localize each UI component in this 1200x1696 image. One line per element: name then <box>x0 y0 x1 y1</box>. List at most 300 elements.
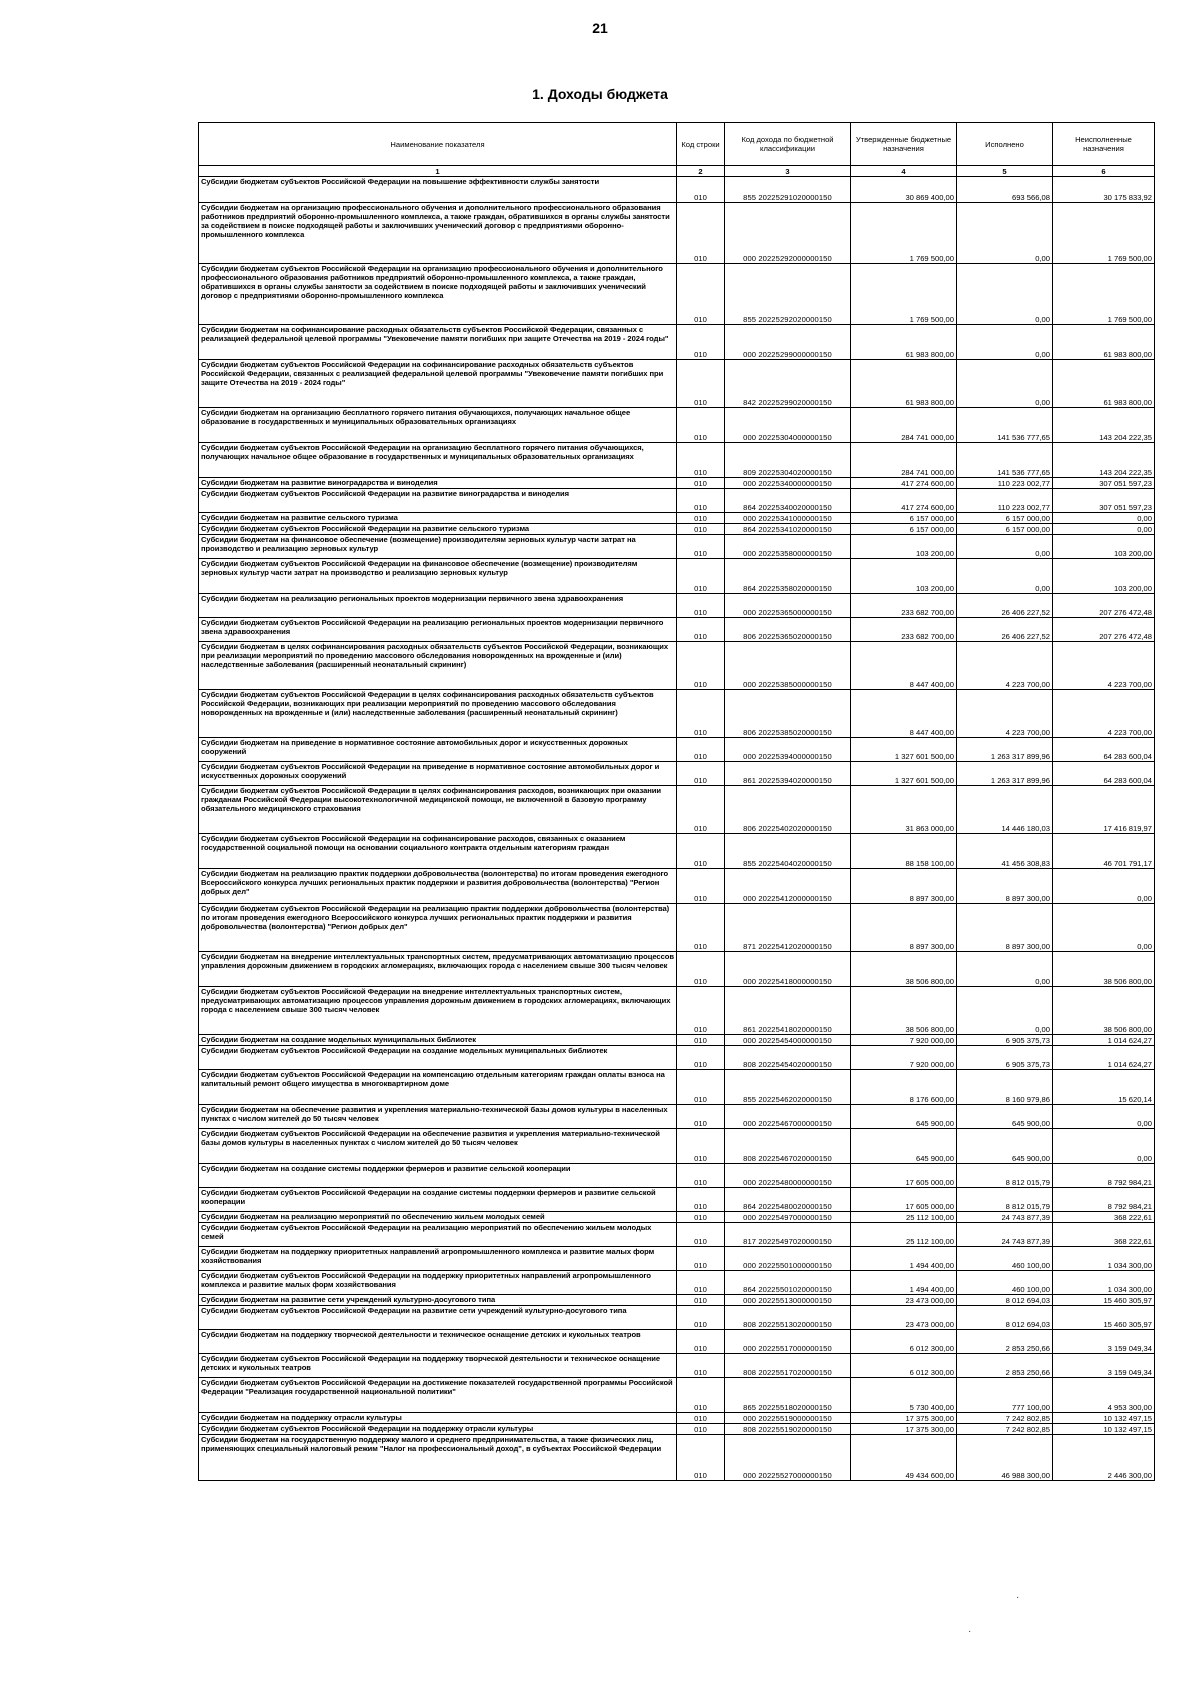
table-row <box>199 408 1155 443</box>
unexecuted-amount: 1 014 624,27 <box>1053 1046 1155 1070</box>
income-classification-code: 871 20225412020000150 <box>725 904 851 952</box>
income-classification-code: 000 20225480000000150 <box>725 1164 851 1188</box>
table-row <box>199 325 1155 360</box>
indicator-name: Субсидии бюджетам субъектов Российской Федерации на компенсацию отдельным категориям граждан оплаты взноса на капитальный ремонт общего имущества в многоквартирном доме <box>199 1070 677 1105</box>
income-classification-code: 000 20225501000000150 <box>725 1247 851 1271</box>
indicator-name: Субсидии бюджетам субъектов Российской Федерации на развитие сети учреждений культурно-досугового типа <box>199 1306 677 1330</box>
unexecuted-amount: 103 200,00 <box>1053 559 1155 594</box>
approved-amount: 49 434 600,00 <box>851 1435 957 1481</box>
executed-amount: 777 100,00 <box>957 1378 1053 1413</box>
unexecuted-amount: 0,00 <box>1053 904 1155 952</box>
unexecuted-amount: 207 276 472,48 <box>1053 594 1155 618</box>
table-row <box>199 1378 1155 1413</box>
income-classification-code: 000 20225412000000150 <box>725 869 851 904</box>
indicator-name: Субсидии бюджетам субъектов Российской Федерации на достижение показателей государственной программы Российской Федерации "Реализация государственной национальной политики" <box>199 1378 677 1413</box>
unexecuted-amount: 0,00 <box>1053 513 1155 524</box>
income-classification-code: 808 20225454020000150 <box>725 1046 851 1070</box>
table-row <box>199 443 1155 478</box>
table-row <box>199 203 1155 264</box>
unexecuted-amount: 8 792 984,21 <box>1053 1188 1155 1212</box>
unexecuted-amount: 1 034 300,00 <box>1053 1271 1155 1295</box>
approved-amount: 284 741 000,00 <box>851 443 957 478</box>
line-code: 010 <box>677 834 725 869</box>
table-row <box>199 952 1155 987</box>
unexecuted-amount: 46 701 791,17 <box>1053 834 1155 869</box>
approved-amount: 645 900,00 <box>851 1105 957 1129</box>
unexecuted-amount: 307 051 597,23 <box>1053 478 1155 489</box>
approved-amount: 17 605 000,00 <box>851 1188 957 1212</box>
table-row <box>199 478 1155 489</box>
unexecuted-amount: 368 222,61 <box>1053 1212 1155 1223</box>
indicator-name: Субсидии бюджетам в целях софинансирования расходных обязательств субъектов Российской Федерации, возникающих при реализации мероприятий по проведению массового обследования новорожденных на врожденные и (или) наследственные заболевания (расширенный неонатальный скрининг) <box>199 642 677 690</box>
unexecuted-amount: 143 204 222,35 <box>1053 408 1155 443</box>
unexecuted-amount: 1 034 300,00 <box>1053 1247 1155 1271</box>
line-code: 010 <box>677 489 725 513</box>
indicator-name: Субсидии бюджетам субъектов Российской Федерации на развитие сельского туризма <box>199 524 677 535</box>
approved-amount: 30 869 400,00 <box>851 177 957 203</box>
indicator-name: Субсидии бюджетам субъектов Российской Федерации на софинансирование расходных обязательств субъектов Российской Федерации, связанных с реализацией федеральной целевой программы "Увековечение памяти погибших при защите Отечества на 2019 - 2024 годы" <box>199 360 677 408</box>
approved-amount: 417 274 600,00 <box>851 478 957 489</box>
executed-amount: 7 242 802,85 <box>957 1424 1053 1435</box>
table-row <box>199 1330 1155 1354</box>
unexecuted-amount: 61 983 800,00 <box>1053 325 1155 360</box>
line-code: 010 <box>677 478 725 489</box>
line-code: 010 <box>677 1164 725 1188</box>
income-classification-code: 000 20225299000000150 <box>725 325 851 360</box>
executed-amount: 4 223 700,00 <box>957 642 1053 690</box>
indicator-name: Субсидии бюджетам на софинансирование расходных обязательств субъектов Российской Федерации, связанных с реализацией федеральной целевой программы "Увековечение памяти погибших при защите Отечества на 2019 - 2024 годы" <box>199 325 677 360</box>
unexecuted-amount: 0,00 <box>1053 869 1155 904</box>
income-classification-code: 000 20225365000000150 <box>725 594 851 618</box>
approved-amount: 25 112 100,00 <box>851 1212 957 1223</box>
line-code: 010 <box>677 594 725 618</box>
unexecuted-amount: 1 769 500,00 <box>1053 203 1155 264</box>
executed-amount: 2 853 250,66 <box>957 1330 1053 1354</box>
line-code: 010 <box>677 738 725 762</box>
indicator-name: Субсидии бюджетам субъектов Российской Федерации на развитие виноградарства и виноделия <box>199 489 677 513</box>
indicator-name: Субсидии бюджетам на развитие виноградарства и виноделия <box>199 478 677 489</box>
table-row <box>199 1223 1155 1247</box>
unexecuted-amount: 307 051 597,23 <box>1053 489 1155 513</box>
income-classification-code: 000 20225385000000150 <box>725 642 851 690</box>
header-executed: Исполнено <box>957 123 1053 166</box>
column-number: 2 <box>677 166 725 177</box>
header-approved: Утвержденные бюджетные назначения <box>851 123 957 166</box>
approved-amount: 8 897 300,00 <box>851 869 957 904</box>
indicator-name: Субсидии бюджетам на реализацию региональных проектов модернизации первичного звена здравоохранения <box>199 594 677 618</box>
table-row <box>199 524 1155 535</box>
unexecuted-amount: 368 222,61 <box>1053 1223 1155 1247</box>
unexecuted-amount: 61 983 800,00 <box>1053 360 1155 408</box>
line-code: 010 <box>677 1105 725 1129</box>
income-classification-code: 808 20225467020000150 <box>725 1129 851 1164</box>
scan-mark: · <box>1016 1592 1020 1603</box>
approved-amount: 1 327 601 500,00 <box>851 738 957 762</box>
table-row <box>199 1435 1155 1481</box>
income-classification-code: 855 20225291020000150 <box>725 177 851 203</box>
approved-amount: 103 200,00 <box>851 535 957 559</box>
income-classification-code: 000 20225341000000150 <box>725 513 851 524</box>
income-classification-code: 000 20225497000000150 <box>725 1212 851 1223</box>
table-row <box>199 1105 1155 1129</box>
approved-amount: 1 494 400,00 <box>851 1247 957 1271</box>
indicator-name: Субсидии бюджетам субъектов Российской Федерации на создание модельных муниципальных библиотек <box>199 1046 677 1070</box>
indicator-name: Субсидии бюджетам на обеспечение развития и укрепления материально-технической базы домов культуры в населенных пунктах с числом жителей до 50 тысяч человек <box>199 1105 677 1129</box>
approved-amount: 25 112 100,00 <box>851 1223 957 1247</box>
approved-amount: 61 983 800,00 <box>851 360 957 408</box>
line-code: 010 <box>677 786 725 834</box>
executed-amount: 2 853 250,66 <box>957 1354 1053 1378</box>
executed-amount: 41 456 308,83 <box>957 834 1053 869</box>
line-code: 010 <box>677 1271 725 1295</box>
executed-amount: 4 223 700,00 <box>957 690 1053 738</box>
executed-amount: 0,00 <box>957 203 1053 264</box>
header-indicator-name: Наименование показателя <box>199 123 677 166</box>
executed-amount: 8 897 300,00 <box>957 904 1053 952</box>
income-classification-code: 000 20225394000000150 <box>725 738 851 762</box>
executed-amount: 14 446 180,03 <box>957 786 1053 834</box>
executed-amount: 8 012 694,03 <box>957 1295 1053 1306</box>
line-code: 010 <box>677 762 725 786</box>
indicator-name: Субсидии бюджетам субъектов Российской Федерации на создание системы поддержки фермеров и развитие сельской кооперации <box>199 1188 677 1212</box>
unexecuted-amount: 10 132 497,15 <box>1053 1413 1155 1424</box>
executed-amount: 693 566,08 <box>957 177 1053 203</box>
executed-amount: 645 900,00 <box>957 1105 1053 1129</box>
executed-amount: 6 905 375,73 <box>957 1046 1053 1070</box>
indicator-name: Субсидии бюджетам на организацию бесплатного горячего питания обучающихся, получающих начальное общее образование в государственных и муниципальных образовательных организациях <box>199 408 677 443</box>
header-unexecuted: Неисполненные назначения <box>1053 123 1155 166</box>
income-classification-code: 806 20225365020000150 <box>725 618 851 642</box>
approved-amount: 8 447 400,00 <box>851 642 957 690</box>
unexecuted-amount: 8 792 984,21 <box>1053 1164 1155 1188</box>
income-classification-code: 861 20225418020000150 <box>725 987 851 1035</box>
line-code: 010 <box>677 1295 725 1306</box>
unexecuted-amount: 15 620,14 <box>1053 1070 1155 1105</box>
indicator-name: Субсидии бюджетам субъектов Российской Федерации на приведение в нормативное состояние автомобильных дорог и искусственных дорожных сооружений <box>199 762 677 786</box>
unexecuted-amount: 30 175 833,92 <box>1053 177 1155 203</box>
approved-amount: 7 920 000,00 <box>851 1035 957 1046</box>
executed-amount: 8 812 015,79 <box>957 1188 1053 1212</box>
table-body <box>199 177 1155 1481</box>
line-code: 010 <box>677 1378 725 1413</box>
table-row <box>199 489 1155 513</box>
unexecuted-amount: 38 506 800,00 <box>1053 987 1155 1035</box>
income-classification-code: 806 20225385020000150 <box>725 690 851 738</box>
executed-amount: 0,00 <box>957 264 1053 325</box>
unexecuted-amount: 143 204 222,35 <box>1053 443 1155 478</box>
unexecuted-amount: 64 283 600,04 <box>1053 738 1155 762</box>
line-code: 010 <box>677 559 725 594</box>
indicator-name: Субсидии бюджетам субъектов Российской Федерации на реализацию практик поддержки добровольчества (волонтерства) по итогам проведения ежегодного Всероссийского конкурса лучших региональных практик поддержки и развития добровольчества (волонтерства) "Регион добрых дел" <box>199 904 677 952</box>
column-number-row <box>199 166 1155 177</box>
line-code: 010 <box>677 513 725 524</box>
indicator-name: Субсидии бюджетам на поддержку творческой деятельности и техническое оснащение детских и кукольных театров <box>199 1330 677 1354</box>
approved-amount: 284 741 000,00 <box>851 408 957 443</box>
table-row <box>199 869 1155 904</box>
approved-amount: 1 769 500,00 <box>851 264 957 325</box>
income-classification-code: 865 20225518020000150 <box>725 1378 851 1413</box>
table-row <box>199 618 1155 642</box>
executed-amount: 110 223 002,77 <box>957 489 1053 513</box>
budget-income-table <box>198 122 1155 1481</box>
unexecuted-amount: 17 416 819,97 <box>1053 786 1155 834</box>
column-number: 1 <box>199 166 677 177</box>
line-code: 010 <box>677 642 725 690</box>
table-row <box>199 834 1155 869</box>
line-code: 010 <box>677 1354 725 1378</box>
column-number: 6 <box>1053 166 1155 177</box>
income-classification-code: 808 20225513020000150 <box>725 1306 851 1330</box>
approved-amount: 23 473 000,00 <box>851 1295 957 1306</box>
table-row <box>199 1306 1155 1330</box>
income-classification-code: 855 20225292020000150 <box>725 264 851 325</box>
income-classification-code: 000 20225527000000150 <box>725 1435 851 1481</box>
approved-amount: 233 682 700,00 <box>851 594 957 618</box>
income-classification-code: 000 20225340000000150 <box>725 478 851 489</box>
unexecuted-amount: 15 460 305,97 <box>1053 1295 1155 1306</box>
indicator-name: Субсидии бюджетам на создание системы поддержки фермеров и развитие сельской кооперации <box>199 1164 677 1188</box>
table-row <box>199 264 1155 325</box>
approved-amount: 1 769 500,00 <box>851 203 957 264</box>
indicator-name: Субсидии бюджетам на реализацию практик поддержки добровольчества (волонтерства) по итогам проведения ежегодного Всероссийского конкурса лучших региональных практик поддержки и развития добровольчества (волонтерства) "Регион добрых дел" <box>199 869 677 904</box>
table-row <box>199 594 1155 618</box>
line-code: 010 <box>677 1212 725 1223</box>
indicator-name: Субсидии бюджетам субъектов Российской Федерации в целях софинансирования расходов, возникающих при оказании гражданам Российской Федерации высокотехнологичной медицинской помощи, не включенной в базовую программу обязательного медицинского страхования <box>199 786 677 834</box>
executed-amount: 26 406 227,52 <box>957 618 1053 642</box>
table-row <box>199 1035 1155 1046</box>
table-row <box>199 738 1155 762</box>
approved-amount: 17 375 300,00 <box>851 1413 957 1424</box>
column-number: 4 <box>851 166 957 177</box>
unexecuted-amount: 4 223 700,00 <box>1053 642 1155 690</box>
table-row <box>199 690 1155 738</box>
indicator-name: Субсидии бюджетам на реализацию мероприятий по обеспечению жильем молодых семей <box>199 1212 677 1223</box>
line-code: 010 <box>677 325 725 360</box>
indicator-name: Субсидии бюджетам субъектов Российской Федерации на поддержку творческой деятельности и техническое оснащение детских и кукольных театров <box>199 1354 677 1378</box>
table-row <box>199 513 1155 524</box>
approved-amount: 5 730 400,00 <box>851 1378 957 1413</box>
indicator-name: Субсидии бюджетам на приведение в нормативное состояние автомобильных дорог и искусственных дорожных сооружений <box>199 738 677 762</box>
income-classification-code: 864 20225340020000150 <box>725 489 851 513</box>
indicator-name: Субсидии бюджетам субъектов Российской Федерации на поддержку отрасли культуры <box>199 1424 677 1435</box>
table-row <box>199 1046 1155 1070</box>
income-classification-code: 000 20225517000000150 <box>725 1330 851 1354</box>
executed-amount: 141 536 777,65 <box>957 443 1053 478</box>
column-number: 3 <box>725 166 851 177</box>
income-classification-code: 861 20225394020000150 <box>725 762 851 786</box>
indicator-name: Субсидии бюджетам на внедрение интеллектуальных транспортных систем, предусматривающих автоматизацию процессов управления дорожным движением в городских агломерациях, включающих города с населением свыше 300 тысяч человек <box>199 952 677 987</box>
income-classification-code: 842 20225299020000150 <box>725 360 851 408</box>
table-row <box>199 535 1155 559</box>
executed-amount: 26 406 227,52 <box>957 594 1053 618</box>
line-code: 010 <box>677 264 725 325</box>
income-classification-code: 000 20225454000000150 <box>725 1035 851 1046</box>
approved-amount: 31 863 000,00 <box>851 786 957 834</box>
approved-amount: 645 900,00 <box>851 1129 957 1164</box>
unexecuted-amount: 0,00 <box>1053 524 1155 535</box>
executed-amount: 6 157 000,00 <box>957 524 1053 535</box>
income-classification-code: 864 20225341020000150 <box>725 524 851 535</box>
line-code: 010 <box>677 524 725 535</box>
income-classification-code: 000 20225292000000150 <box>725 203 851 264</box>
indicator-name: Субсидии бюджетам субъектов Российской Федерации на повышение эффективности службы занятости <box>199 177 677 203</box>
table-row <box>199 177 1155 203</box>
approved-amount: 6 157 000,00 <box>851 524 957 535</box>
executed-amount: 24 743 877,39 <box>957 1223 1053 1247</box>
executed-amount: 141 536 777,65 <box>957 408 1053 443</box>
line-code: 010 <box>677 987 725 1035</box>
line-code: 010 <box>677 408 725 443</box>
table-row <box>199 642 1155 690</box>
line-code: 010 <box>677 1247 725 1271</box>
indicator-name: Субсидии бюджетам субъектов Российской Федерации на организацию профессионального обучения и дополнительного профессионального образования работников предприятий оборонно-промышленного комплекса, а также граждан, обратившихся в органы службы занятости за содействием в поиске подходящей работы и заключивших ученический договор с предприятиями оборонно-промышленного комплекса <box>199 264 677 325</box>
executed-amount: 0,00 <box>957 325 1053 360</box>
unexecuted-amount: 0,00 <box>1053 1129 1155 1164</box>
unexecuted-amount: 64 283 600,04 <box>1053 762 1155 786</box>
line-code: 010 <box>677 952 725 987</box>
executed-amount: 7 242 802,85 <box>957 1413 1053 1424</box>
table-row <box>199 1271 1155 1295</box>
unexecuted-amount: 10 132 497,15 <box>1053 1424 1155 1435</box>
unexecuted-amount: 2 446 300,00 <box>1053 1435 1155 1481</box>
indicator-name: Субсидии бюджетам субъектов Российской Федерации в целях софинансирования расходных обязательств субъектов Российской Федерации, возникающих при реализации мероприятий по проведению массового обследования новорожденных на врожденные и (или) наследственные заболевания (расширенный неонатальный скрининг) <box>199 690 677 738</box>
approved-amount: 233 682 700,00 <box>851 618 957 642</box>
indicator-name: Субсидии бюджетам субъектов Российской Федерации на внедрение интеллектуальных транспортных систем, предусматривающих автоматизацию процессов управления дорожным движением в городских агломерациях, включающих города с населением свыше 300 тысяч человек <box>199 987 677 1035</box>
section-title: 1. Доходы бюджета <box>532 86 668 102</box>
income-classification-code: 806 20225402020000150 <box>725 786 851 834</box>
line-code: 010 <box>677 1223 725 1247</box>
executed-amount: 0,00 <box>957 535 1053 559</box>
income-classification-code: 808 20225517020000150 <box>725 1354 851 1378</box>
table-row <box>199 1164 1155 1188</box>
income-classification-code: 000 20225418000000150 <box>725 952 851 987</box>
indicator-name: Субсидии бюджетам на развитие сети учреждений культурно-досугового типа <box>199 1295 677 1306</box>
executed-amount: 0,00 <box>957 987 1053 1035</box>
indicator-name: Субсидии бюджетам субъектов Российской Федерации на поддержку приоритетных направлений агропромышленного комплекса и развитие малых форм хозяйствования <box>199 1271 677 1295</box>
approved-amount: 8 897 300,00 <box>851 904 957 952</box>
header-income-code: Код дохода по бюджетной классификации <box>725 123 851 166</box>
indicator-name: Субсидии бюджетам субъектов Российской Федерации на софинансирование расходов, связанных с оказанием государственной социальной помощи на основании социального контракта отдельным категориям граждан <box>199 834 677 869</box>
approved-amount: 61 983 800,00 <box>851 325 957 360</box>
unexecuted-amount: 0,00 <box>1053 1105 1155 1129</box>
line-code: 010 <box>677 1435 725 1481</box>
line-code: 010 <box>677 360 725 408</box>
unexecuted-amount: 103 200,00 <box>1053 535 1155 559</box>
income-classification-code: 000 20225304000000150 <box>725 408 851 443</box>
executed-amount: 1 263 317 899,96 <box>957 738 1053 762</box>
approved-amount: 103 200,00 <box>851 559 957 594</box>
approved-amount: 38 506 800,00 <box>851 952 957 987</box>
approved-amount: 17 605 000,00 <box>851 1164 957 1188</box>
header-line-code: Код строки <box>677 123 725 166</box>
table-row <box>199 1247 1155 1271</box>
table-row <box>199 559 1155 594</box>
executed-amount: 110 223 002,77 <box>957 478 1053 489</box>
line-code: 010 <box>677 1306 725 1330</box>
executed-amount: 8 012 694,03 <box>957 1306 1053 1330</box>
table-row <box>199 762 1155 786</box>
income-classification-code: 864 20225480020000150 <box>725 1188 851 1212</box>
scan-mark: · <box>968 1626 972 1637</box>
approved-amount: 1 494 400,00 <box>851 1271 957 1295</box>
line-code: 010 <box>677 1070 725 1105</box>
indicator-name: Субсидии бюджетам субъектов Российской Федерации на обеспечение развития и укрепления материально-технической базы домов культуры в населенных пунктах с числом жителей до 50 тысяч человек <box>199 1129 677 1164</box>
approved-amount: 8 176 600,00 <box>851 1070 957 1105</box>
line-code: 010 <box>677 203 725 264</box>
line-code: 010 <box>677 618 725 642</box>
table-row <box>199 786 1155 834</box>
approved-amount: 88 158 100,00 <box>851 834 957 869</box>
unexecuted-amount: 1 769 500,00 <box>1053 264 1155 325</box>
line-code: 010 <box>677 443 725 478</box>
table-row <box>199 1129 1155 1164</box>
table-row <box>199 904 1155 952</box>
approved-amount: 7 920 000,00 <box>851 1046 957 1070</box>
page-number: 21 <box>592 20 608 36</box>
line-code: 010 <box>677 1035 725 1046</box>
table-row <box>199 1188 1155 1212</box>
executed-amount: 8 897 300,00 <box>957 869 1053 904</box>
approved-amount: 417 274 600,00 <box>851 489 957 513</box>
column-number: 5 <box>957 166 1053 177</box>
line-code: 010 <box>677 1046 725 1070</box>
approved-amount: 23 473 000,00 <box>851 1306 957 1330</box>
line-code: 010 <box>677 1188 725 1212</box>
income-classification-code: 855 20225462020000150 <box>725 1070 851 1105</box>
table-row <box>199 987 1155 1035</box>
income-classification-code: 855 20225404020000150 <box>725 834 851 869</box>
unexecuted-amount: 1 014 624,27 <box>1053 1035 1155 1046</box>
unexecuted-amount: 3 159 049,34 <box>1053 1354 1155 1378</box>
table-row <box>199 1070 1155 1105</box>
line-code: 010 <box>677 1330 725 1354</box>
table-row <box>199 1413 1155 1424</box>
indicator-name: Субсидии бюджетам субъектов Российской Федерации на реализацию мероприятий по обеспечению жильем молодых семей <box>199 1223 677 1247</box>
income-classification-code: 817 20225497020000150 <box>725 1223 851 1247</box>
executed-amount: 6 157 000,00 <box>957 513 1053 524</box>
indicator-name: Субсидии бюджетам субъектов Российской Федерации на организацию бесплатного горячего питания обучающихся, получающих начальное общее образование в государственных и муниципальных образовательных организациях <box>199 443 677 478</box>
line-code: 010 <box>677 177 725 203</box>
indicator-name: Субсидии бюджетам на создание модельных муниципальных библиотек <box>199 1035 677 1046</box>
approved-amount: 17 375 300,00 <box>851 1424 957 1435</box>
indicator-name: Субсидии бюджетам на поддержку отрасли культуры <box>199 1413 677 1424</box>
table-row <box>199 1424 1155 1435</box>
unexecuted-amount: 4 223 700,00 <box>1053 690 1155 738</box>
executed-amount: 6 905 375,73 <box>957 1035 1053 1046</box>
approved-amount: 1 327 601 500,00 <box>851 762 957 786</box>
line-code: 010 <box>677 1413 725 1424</box>
executed-amount: 0,00 <box>957 559 1053 594</box>
indicator-name: Субсидии бюджетам субъектов Российской Федерации на реализацию региональных проектов модернизации первичного звена здравоохранения <box>199 618 677 642</box>
executed-amount: 645 900,00 <box>957 1129 1053 1164</box>
table-row <box>199 1295 1155 1306</box>
executed-amount: 24 743 877,39 <box>957 1212 1053 1223</box>
table-row <box>199 1354 1155 1378</box>
executed-amount: 0,00 <box>957 952 1053 987</box>
income-classification-code: 809 20225304020000150 <box>725 443 851 478</box>
approved-amount: 6 157 000,00 <box>851 513 957 524</box>
indicator-name: Субсидии бюджетам на государственную поддержку малого и среднего предпринимательства, а также физических лиц, применяющих специальный налоговый режим "Налог на профессиональный доход", в субъектах Российской Федерации <box>199 1435 677 1481</box>
unexecuted-amount: 3 159 049,34 <box>1053 1330 1155 1354</box>
line-code: 010 <box>677 904 725 952</box>
line-code: 010 <box>677 869 725 904</box>
income-classification-code: 864 20225501020000150 <box>725 1271 851 1295</box>
income-classification-code: 808 20225519020000150 <box>725 1424 851 1435</box>
approved-amount: 38 506 800,00 <box>851 987 957 1035</box>
indicator-name: Субсидии бюджетам на поддержку приоритетных направлений агропромышленного комплекса и развитие малых форм хозяйствования <box>199 1247 677 1271</box>
executed-amount: 460 100,00 <box>957 1247 1053 1271</box>
executed-amount: 1 263 317 899,96 <box>957 762 1053 786</box>
